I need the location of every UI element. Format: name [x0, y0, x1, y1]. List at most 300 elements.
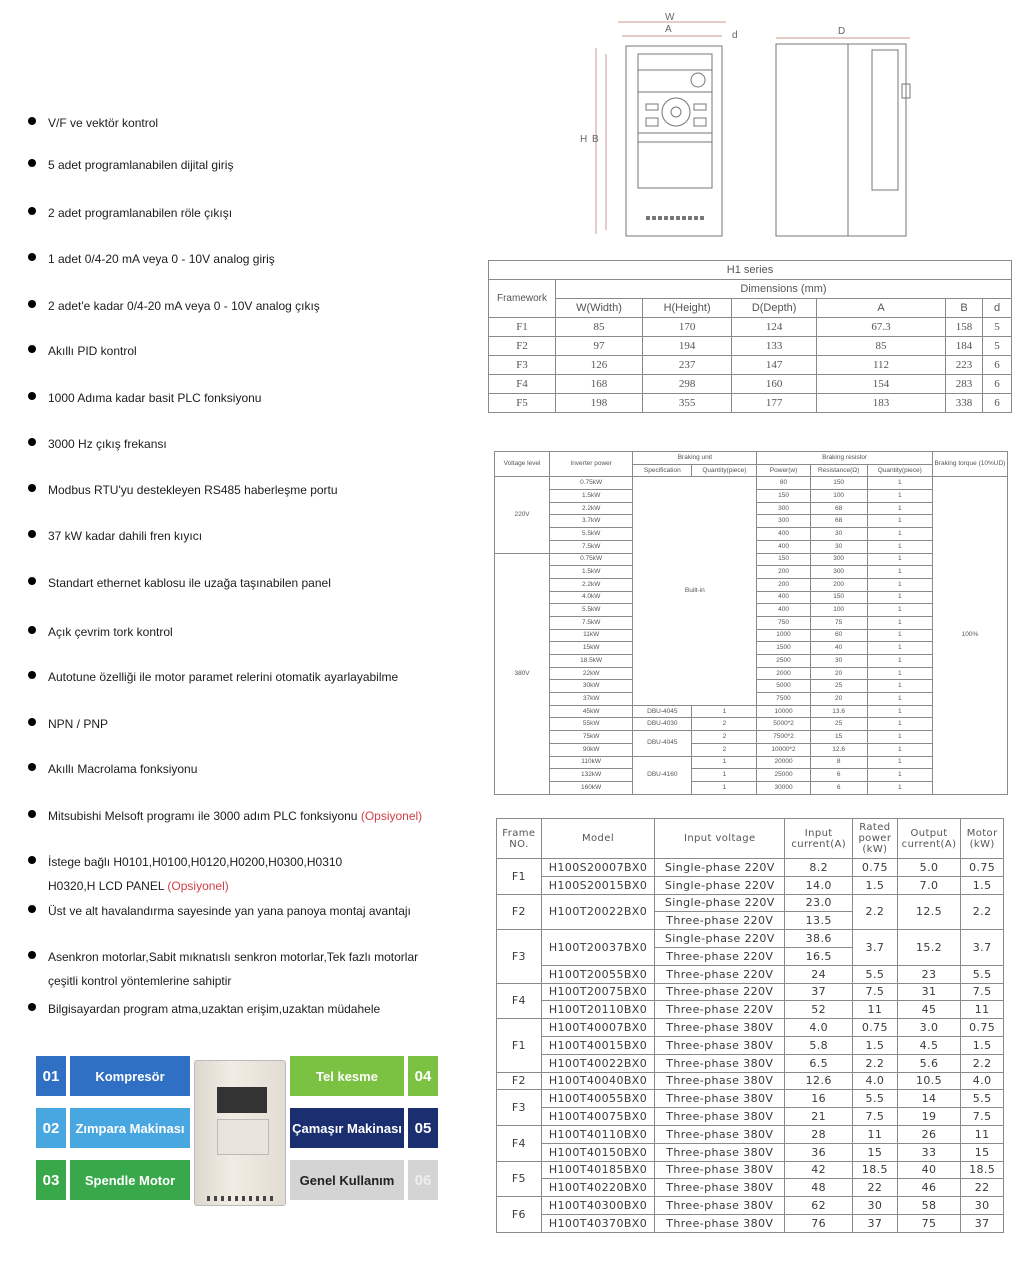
table-cell: 5.5kW [550, 604, 633, 617]
table-cell: 1 [867, 629, 932, 642]
table-cell: 6 [810, 781, 867, 794]
model-code: H100T40185BX0 [541, 1161, 654, 1179]
table-cell: 198 [556, 394, 643, 413]
motor-kw: 7.5 [961, 1108, 1004, 1126]
table-cell: 6 [983, 394, 1012, 413]
table-cell: 1 [692, 705, 757, 718]
input-current: 4.0 [785, 1019, 853, 1037]
label-a: A [665, 24, 672, 35]
input-current: 5.8 [785, 1036, 853, 1054]
table-cell: 132kW [550, 769, 633, 782]
motor-kw: 3.7 [961, 930, 1004, 966]
optional-tag: (Opsiyonel) [360, 809, 423, 823]
table-cell: 1 [867, 642, 932, 655]
input-voltage: Three-phase 380V [655, 1072, 785, 1090]
header-power: Inverter power [550, 452, 633, 477]
model-code: H100T40370BX0 [541, 1214, 654, 1232]
feature-text: Asenkron motorlar,Sabit mıknatıslı senkron motorlar,Tek fazlı motorlar [48, 950, 419, 964]
feature-item [28, 717, 108, 731]
table-cell: 100 [810, 604, 867, 617]
table-cell: 158 [946, 318, 983, 337]
output-current: 33 [897, 1143, 961, 1161]
table-row [497, 930, 1004, 948]
table-cell: 55kW [550, 718, 633, 731]
app-label: Spendle Motor [70, 1160, 190, 1200]
bullet-icon [28, 117, 36, 125]
column-header: H(Height) [642, 299, 731, 318]
model-code: H100T40055BX0 [541, 1090, 654, 1108]
model-code: H100T40040BX0 [541, 1072, 654, 1090]
output-current: 75 [897, 1214, 961, 1232]
table-cell: 298 [642, 375, 731, 394]
rated-power: 11 [853, 1125, 898, 1143]
rated-power: 30 [853, 1197, 898, 1215]
feature-item [28, 904, 411, 918]
table-cell: 300 [810, 553, 867, 566]
table-cell: F2 [489, 337, 556, 356]
table-cell: 1.5kW [550, 490, 633, 503]
table-cell: 1 [867, 515, 932, 528]
table-cell: 1000 [757, 629, 810, 642]
voltage-level: 380V [495, 553, 550, 794]
table-row [497, 1143, 1004, 1161]
input-current: 23.0 [785, 894, 853, 912]
feature-item [28, 206, 232, 220]
input-current: 6.5 [785, 1054, 853, 1072]
input-current: 21 [785, 1108, 853, 1126]
column-header: B [946, 299, 983, 318]
table-cell: 1 [867, 667, 932, 680]
table-cell: 75 [810, 616, 867, 629]
table-cell: 11kW [550, 629, 633, 642]
table-cell: 300 [810, 566, 867, 579]
braking-unit-spec: DBU-4045 [633, 705, 692, 718]
table-cell: 400 [757, 540, 810, 553]
table-cell: 6 [983, 356, 1012, 375]
output-current: 58 [897, 1197, 961, 1215]
table-cell: 1 [867, 591, 932, 604]
table-cell: 2 [692, 731, 757, 744]
header-input-current: Input current(A) [785, 819, 853, 859]
motor-kw: 1.5 [961, 1036, 1004, 1054]
table-row [495, 769, 1008, 782]
table-cell: 194 [642, 337, 731, 356]
table-row [495, 743, 1008, 756]
table-cell: 20 [810, 693, 867, 706]
feature-item [28, 116, 158, 130]
dimension-drawing [580, 8, 916, 240]
input-voltage: Three-phase 380V [655, 1036, 785, 1054]
bullet-icon [28, 392, 36, 400]
braking-table [494, 451, 1008, 795]
feature-text: 37 kW kadar dahili fren kıyıcı [48, 529, 203, 543]
output-current: 15.2 [897, 930, 961, 966]
table-cell: 30 [810, 655, 867, 668]
feature-item [28, 950, 418, 988]
input-voltage: Three-phase 220V [655, 965, 785, 983]
table-cell: 12.6 [810, 743, 867, 756]
input-current: 8.2 [785, 859, 853, 877]
table-cell: 2 [692, 718, 757, 731]
output-current: 14 [897, 1090, 961, 1108]
table-cell: 7.5kW [550, 616, 633, 629]
table-cell: 400 [757, 604, 810, 617]
table-row [497, 1161, 1004, 1179]
model-code: H100S20015BX0 [541, 876, 654, 894]
applications-graphic [36, 1056, 446, 1206]
table-cell: 150 [810, 477, 867, 490]
frame-no: F4 [497, 983, 542, 1019]
bullet-icon [28, 577, 36, 585]
model-code: H100S20007BX0 [541, 859, 654, 877]
input-voltage: Three-phase 380V [655, 1108, 785, 1126]
table-row [495, 705, 1008, 718]
motor-kw: 5.5 [961, 1090, 1004, 1108]
motor-kw: 37 [961, 1214, 1004, 1232]
feature-text: 3000 Hz çıkış frekansı [48, 437, 167, 451]
table-cell: 75kW [550, 731, 633, 744]
input-voltage: Three-phase 380V [655, 1161, 785, 1179]
feature-item [28, 809, 422, 823]
feature-item [28, 299, 320, 313]
input-voltage: Three-phase 380V [655, 1197, 785, 1215]
table-cell: 160 [732, 375, 817, 394]
feature-text: Akıllı Macrolama fonksiyonu [48, 762, 198, 776]
table-cell: 1 [867, 490, 932, 503]
table-cell: 5.5kW [550, 528, 633, 541]
table-cell: 2.2kW [550, 502, 633, 515]
table-cell: 3.7kW [550, 515, 633, 528]
table-cell: 150 [757, 490, 810, 503]
label-h: H [580, 134, 588, 145]
motor-kw: 15 [961, 1143, 1004, 1161]
bullet-icon [28, 856, 36, 864]
table-cell: 150 [757, 553, 810, 566]
table-cell: 7500*2 [757, 731, 810, 744]
input-current: 76 [785, 1214, 853, 1232]
motor-kw: 2.2 [961, 1054, 1004, 1072]
table-cell: 126 [556, 356, 643, 375]
output-current: 46 [897, 1179, 961, 1197]
table-cell: 80 [757, 477, 810, 490]
input-current: 37 [785, 983, 853, 1001]
model-code: H100T40300BX0 [541, 1197, 654, 1215]
feature-text: NPN / PNP [48, 717, 109, 731]
input-voltage: Three-phase 380V [655, 1019, 785, 1037]
frame-no: F2 [497, 894, 542, 930]
output-current: 4.5 [897, 1036, 961, 1054]
motor-kw: 7.5 [961, 983, 1004, 1001]
table-cell: 1 [867, 616, 932, 629]
table-cell: 97 [556, 337, 643, 356]
input-voltage: Three-phase 380V [655, 1125, 785, 1143]
feature-item [28, 670, 398, 684]
feature-text: 1 adet 0/4-20 mA veya 0 - 10V analog giriş [48, 252, 275, 266]
rated-power: 7.5 [853, 983, 898, 1001]
table-cell: 1 [867, 655, 932, 668]
model-code: H100T40110BX0 [541, 1125, 654, 1143]
table-cell: 100 [810, 490, 867, 503]
table-row [497, 894, 1004, 912]
front-view [580, 12, 738, 236]
model-code: H100T40075BX0 [541, 1108, 654, 1126]
table-cell: 4.0kW [550, 591, 633, 604]
table-cell: 1 [867, 781, 932, 794]
feature-text: İstege bağlı H0101,H0100,H0120,H0200,H0300,H0310 [48, 855, 343, 869]
dimensions-group-header: Dimensions (mm) [556, 280, 1012, 299]
input-voltage: Single-phase 220V [655, 859, 785, 877]
table-cell: F5 [489, 394, 556, 413]
keypad [217, 1119, 269, 1155]
table-row [495, 718, 1008, 731]
feature-item [28, 529, 202, 543]
header-torque: Braking torque (10%UD) [932, 452, 1007, 477]
table-cell: 25 [810, 680, 867, 693]
bullet-icon [28, 438, 36, 446]
table-cell: 1 [867, 477, 932, 490]
table-cell: 1 [867, 680, 932, 693]
voltage-level: 220V [495, 477, 550, 553]
input-voltage: Three-phase 380V [655, 1179, 785, 1197]
bullet-icon [28, 345, 36, 353]
table-cell: 67.3 [817, 318, 946, 337]
motor-kw: 22 [961, 1179, 1004, 1197]
header-motor: Motor (kW) [961, 819, 1004, 859]
label-w: W [665, 12, 675, 23]
model-code: H100T20110BX0 [541, 1001, 654, 1019]
table-cell: F1 [489, 318, 556, 337]
motor-kw: 0.75 [961, 859, 1004, 877]
bullet-icon [28, 253, 36, 261]
table-cell: 184 [946, 337, 983, 356]
feature-item [28, 625, 173, 639]
model-code: H100T40022BX0 [541, 1054, 654, 1072]
braking-unit-spec: DBU-4045 [633, 731, 692, 756]
header-rated-power: Rated power (kW) [853, 819, 898, 859]
table-cell: 160kW [550, 781, 633, 794]
feature-text: 5 adet programlanabilen dijital giriş [48, 158, 234, 172]
table-cell: 1 [867, 502, 932, 515]
table-row [495, 731, 1008, 744]
motor-kw: 0.75 [961, 1019, 1004, 1037]
app-label: Zımpara Makinası [70, 1108, 190, 1148]
input-voltage: Single-phase 220V [655, 876, 785, 894]
rated-power: 1.5 [853, 876, 898, 894]
output-current: 5.6 [897, 1054, 961, 1072]
input-current: 24 [785, 965, 853, 983]
bullet-icon [28, 484, 36, 492]
table-cell: 10000*2 [757, 743, 810, 756]
motor-kw: 2.2 [961, 894, 1004, 930]
table-cell: 1 [692, 781, 757, 794]
table-cell: 400 [757, 591, 810, 604]
table-cell: 1 [867, 769, 932, 782]
frame-no: F2 [497, 1072, 542, 1090]
table-cell: 30 [810, 528, 867, 541]
table-cell: 8 [810, 756, 867, 769]
table-row [497, 1179, 1004, 1197]
feature-text-line2: H0320,H LCD PANEL [48, 879, 165, 893]
table-cell: 68 [810, 515, 867, 528]
bullet-icon [28, 951, 36, 959]
bullet-icon [28, 159, 36, 167]
rated-power: 7.5 [853, 1108, 898, 1126]
input-current: 16.5 [785, 947, 853, 965]
model-code: H100T40220BX0 [541, 1179, 654, 1197]
table-cell: 237 [642, 356, 731, 375]
input-voltage: Three-phase 220V [655, 912, 785, 930]
braking-unit-spec: DBU-4160 [633, 756, 692, 794]
table-row [497, 1108, 1004, 1126]
rated-power: 0.75 [853, 1019, 898, 1037]
dimensions-table [488, 260, 1012, 413]
framework-header: Framework [489, 280, 556, 318]
bullet-icon [28, 626, 36, 634]
feature-text-line2: çeşitli kontrol yöntemlerine sahiptir [48, 974, 232, 988]
table-cell: 15kW [550, 642, 633, 655]
header-voltage: Voltage level [495, 452, 550, 477]
built-in-cell: Built-in [633, 477, 757, 705]
motor-kw: 18.5 [961, 1161, 1004, 1179]
table-row [489, 318, 1012, 337]
table-cell: 200 [810, 578, 867, 591]
table-cell: 2500 [757, 655, 810, 668]
table-cell: 7500 [757, 693, 810, 706]
frame-no: F5 [497, 1161, 542, 1197]
table-cell: 1 [867, 528, 932, 541]
table-row [497, 1197, 1004, 1215]
table-cell: 1500 [757, 642, 810, 655]
table-cell: 283 [946, 375, 983, 394]
table-cell: 124 [732, 318, 817, 337]
motor-kw: 30 [961, 1197, 1004, 1215]
feature-text: Mitsubishi Melsoft programı ile 3000 adım PLC fonksiyonu [48, 809, 358, 823]
table-cell: 0.75kW [550, 553, 633, 566]
table-cell: 112 [817, 356, 946, 375]
app-number: 05 [408, 1108, 438, 1148]
feature-item [28, 391, 261, 405]
rated-power: 1.5 [853, 1036, 898, 1054]
table-cell: 40 [810, 642, 867, 655]
rated-power: 37 [853, 1214, 898, 1232]
feature-text: Üst ve alt havalandırma sayesinde yan yana panoya montaj avantajı [48, 904, 411, 918]
feature-item [28, 437, 167, 451]
input-current: 13.5 [785, 912, 853, 930]
column-header: d [983, 299, 1012, 318]
bullet-icon [28, 763, 36, 771]
output-current: 5.0 [897, 859, 961, 877]
motor-kw: 1.5 [961, 876, 1004, 894]
feature-item [28, 344, 137, 358]
bullet-icon [28, 905, 36, 913]
header-braking-unit: Braking unit [633, 452, 757, 465]
table-row [497, 1214, 1004, 1232]
frame-no: F3 [497, 1090, 542, 1126]
table-cell: 1 [867, 604, 932, 617]
input-current: 14.0 [785, 876, 853, 894]
rated-power: 18.5 [853, 1161, 898, 1179]
table-cell: 338 [946, 394, 983, 413]
input-voltage: Three-phase 380V [655, 1143, 785, 1161]
motor-kw: 4.0 [961, 1072, 1004, 1090]
table-cell: 1 [867, 540, 932, 553]
feature-text: 2 adet programlanabilen röle çıkışı [48, 206, 233, 220]
table-cell: 20000 [757, 756, 810, 769]
table-cell: 355 [642, 394, 731, 413]
table-cell: 25 [810, 718, 867, 731]
model-code: H100T40150BX0 [541, 1143, 654, 1161]
table-row [489, 337, 1012, 356]
app-number: 06 [408, 1160, 438, 1200]
model-code: H100T20022BX0 [541, 894, 654, 930]
app-label: Çamaşır Makinası [290, 1108, 404, 1148]
table-cell: 300 [757, 515, 810, 528]
table-cell: 168 [556, 375, 643, 394]
app-number: 04 [408, 1056, 438, 1096]
bullet-icon [28, 671, 36, 679]
header-output-current: Output current(A) [897, 819, 961, 859]
table-row [497, 1019, 1004, 1037]
table-row [497, 1090, 1004, 1108]
rated-power: 2.2 [853, 1054, 898, 1072]
frame-no: F3 [497, 930, 542, 983]
motor-kw: 11 [961, 1001, 1004, 1019]
rated-power: 11 [853, 1001, 898, 1019]
table-cell: 85 [556, 318, 643, 337]
bullet-icon [28, 207, 36, 215]
table-cell: 6 [810, 769, 867, 782]
motor-kw: 5.5 [961, 965, 1004, 983]
output-current: 10.5 [897, 1072, 961, 1090]
feature-text: Akıllı PID kontrol [48, 344, 137, 358]
side-view [776, 26, 910, 236]
table-row [497, 1036, 1004, 1054]
terminal-block [207, 1196, 273, 1201]
header-spec: Specification [633, 464, 692, 477]
bullet-icon [28, 530, 36, 538]
model-code: H100T20075BX0 [541, 983, 654, 1001]
table-cell: 30 [810, 540, 867, 553]
inverter-product-image [194, 1060, 286, 1206]
feature-item [28, 855, 342, 893]
table-cell: 18.5kW [550, 655, 633, 668]
table-cell: 1 [867, 566, 932, 579]
table-cell: 1.5kW [550, 566, 633, 579]
feature-text: 2 adet'e kadar 0/4-20 mA veya 0 - 10V analog çıkış [48, 299, 320, 313]
table-row [497, 1054, 1004, 1072]
model-code: H100T40007BX0 [541, 1019, 654, 1037]
table-row [497, 1125, 1004, 1143]
feature-text: Bilgisayardan program atma,uzaktan erişim,uzaktan müdahele [48, 1002, 381, 1016]
input-current: 16 [785, 1090, 853, 1108]
input-current: 36 [785, 1143, 853, 1161]
input-voltage: Single-phase 220V [655, 930, 785, 948]
app-number: 03 [36, 1160, 66, 1200]
table-cell: 5000*2 [757, 718, 810, 731]
table-row [489, 356, 1012, 375]
table-cell: 2.2kW [550, 578, 633, 591]
table-row [497, 1072, 1004, 1090]
rated-power: 15 [853, 1143, 898, 1161]
table-cell: 85 [817, 337, 946, 356]
table-cell: 60 [810, 629, 867, 642]
app-label: Kompresör [70, 1056, 190, 1096]
table-cell: 110kW [550, 756, 633, 769]
display-screen [217, 1087, 267, 1113]
table-cell: 1 [867, 743, 932, 756]
output-current: 31 [897, 983, 961, 1001]
table-cell: 22kW [550, 667, 633, 680]
